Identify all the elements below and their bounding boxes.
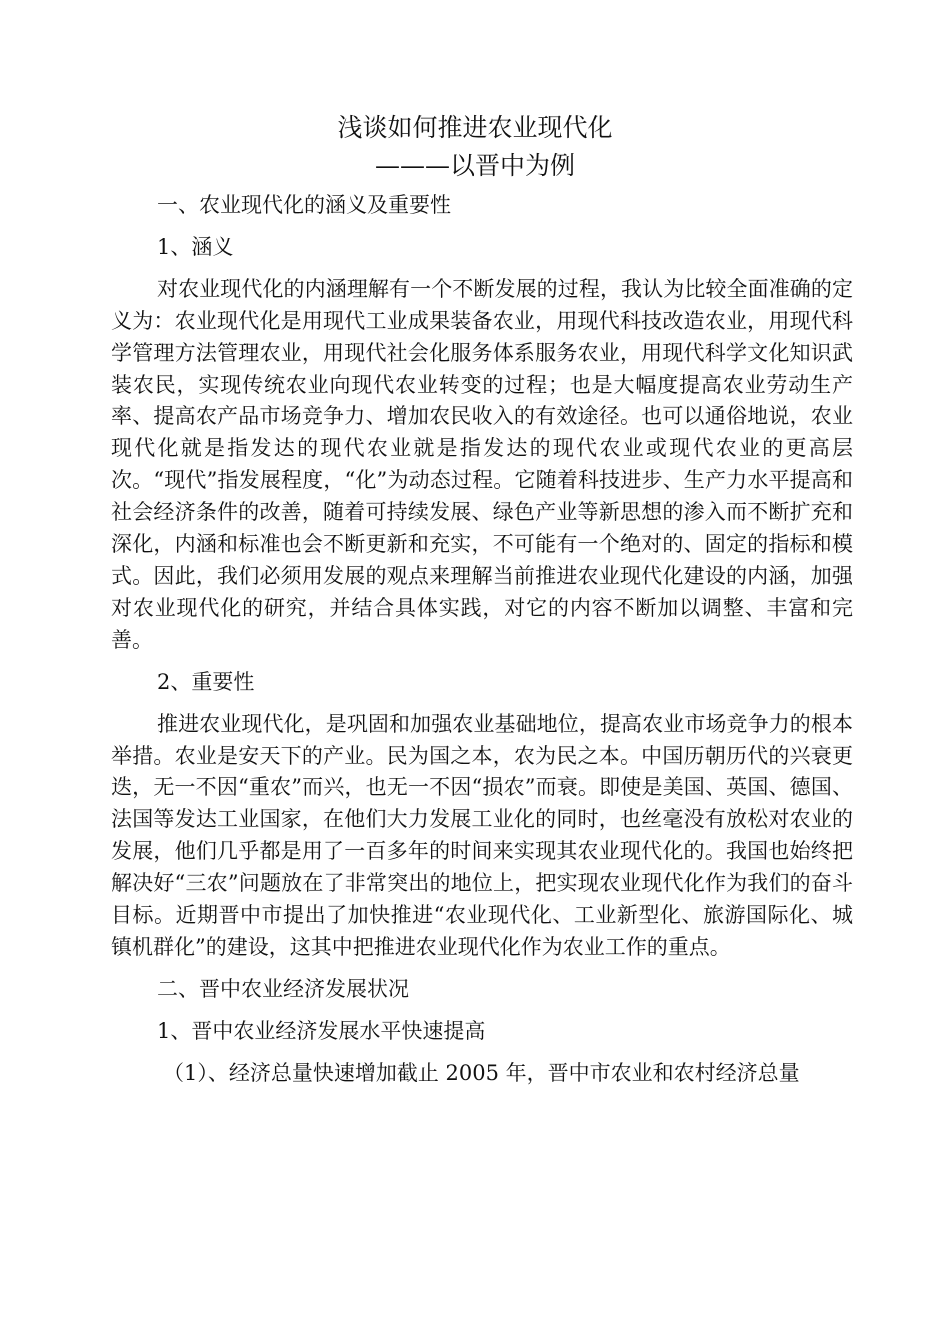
paragraph-economic-total: （1）、经济总量快速增加截止 2005 年，晋中市农业和农村经济总量 (163, 1060, 800, 1085)
document-subtitle: ———以晋中为例 (374, 151, 575, 180)
section-heading-2: 二、晋中农业经济发展状况 (157, 976, 409, 1001)
document-title: 浅谈如何推进农业现代化 (337, 113, 613, 142)
subsection-heading-growth: 1、晋中农业经济发展水平快速提高 (157, 1018, 486, 1043)
subsection-heading-definition: 1、涵义 (157, 234, 234, 259)
subsection-heading-importance: 2、重要性 (157, 669, 255, 694)
section-heading-1: 一、农业现代化的涵义及重要性 (157, 193, 451, 217)
paragraph-definition: 对农业现代化的内涵理解有一个不断发展的过程，我认为比较全面准确的定义为：农业现代化是用现代工业成果装备农业，用现代科技改造农业，用现代科学管理方法管理农业，用现代社会化服务体系服务农业，用现代科学文化知识武装农民，实现传统农业向现代农业转变的过程；也是大幅度提高农业劳动生产率、提高农产品市场竞争力、增加农民收入的有效途径。也可以通俗地说，农业现代化就是指发达的现代农业就是指发达的现代农业或现代农业的更高层次。“现代”指发展程度，“化”为动态过程。它随着科技进步、生产力水平提高和社会经济条件的改善，随着可持续发展、绿色产业等新思想的渗入而不断扩充和深化，内涵和标准也会不断更新和充实，不可能有一个绝对的、固定的指标和模式。因此，我们必须用发展的观点来理解当前推进农业现代化建设的内涵，加强对农业现代化的研究，并结合具体实践，对它的内容不断加以调整、丰富和完善。 (111, 276, 853, 652)
paragraph-importance: 推进农业现代化，是巩固和加强农业基础地位，提高农业市场竞争力的根本举措。农业是安天下的产业。民为国之本，农为民之本。中国历朝历代的兴衰更迭，无一不因“重农”而兴，也无一不因“损农”而衰。即使是美国、英国、德国、法国等发达工业国家，在他们大力发展工业化的同时，也丝毫没有放松对农业的发展，他们几乎都是用了一百多年的时间来实现其农业现代化的。我国也始终把解决好“三农”问题放在了非常突出的地位上，把实现农业现代化作为我们的奋斗目标。近期晋中市提出了加快推进“农业现代化、工业新型化、旅游国际化、城镇机群化”的建设，这其中把推进农业现代化作为农业工作的重点。 (111, 711, 853, 959)
document-body (111, 190, 853, 1090)
